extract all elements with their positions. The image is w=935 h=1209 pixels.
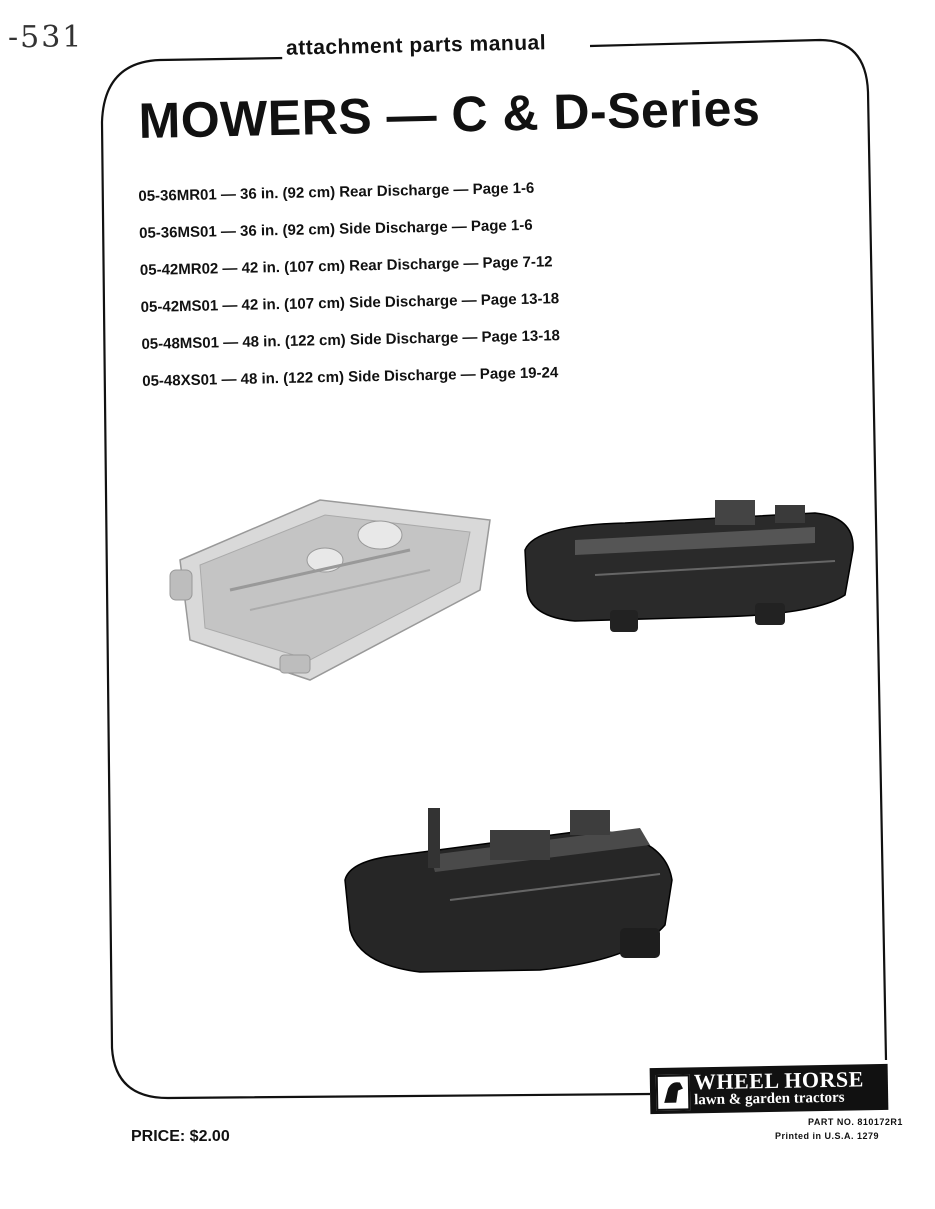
model-list	[138, 169, 561, 400]
page-title: MOWERS — C & D-Series	[138, 79, 761, 149]
model-item: 05-48MS01 — 48 in. (122 cm) Side Discharge — Page 13-18	[141, 327, 561, 353]
model-item: 05-36MS01 — 36 in. (92 cm) Side Discharge — Page 1-6	[138, 216, 533, 242]
mower-image-side-discharge	[515, 495, 860, 645]
price: PRICE: $2.00	[131, 1128, 230, 1145]
model-item: 05-42MS01 — 42 in. (107 cm) Side Discharge — Page 13-18	[140, 290, 560, 316]
header-label: attachment parts manual	[282, 31, 551, 61]
mower-image-deck-with-chute	[340, 800, 680, 985]
brand-tagline: lawn & garden tractors	[694, 1089, 845, 1109]
handwritten-note: -531	[8, 20, 84, 55]
brand-logo-box	[650, 1064, 889, 1114]
printed-note: Printed in U.S.A. 1279	[775, 1131, 880, 1141]
model-item: 05-42MR02 — 42 in. (107 cm) Rear Discharge — Page 7-12	[139, 253, 553, 279]
model-item: 05-48XS01 — 48 in. (122 cm) Side Discharge — Page 19-24	[142, 364, 559, 390]
brand-name: WHEEL HORSE	[693, 1066, 865, 1095]
mower-image-rear-discharge	[160, 470, 500, 695]
horse-head-icon	[656, 1074, 691, 1111]
part-number: PART NO. 810172R1	[808, 1117, 903, 1127]
model-item: 05-36MR01 — 36 in. (92 cm) Rear Discharge — Page 1-6	[138, 179, 535, 205]
